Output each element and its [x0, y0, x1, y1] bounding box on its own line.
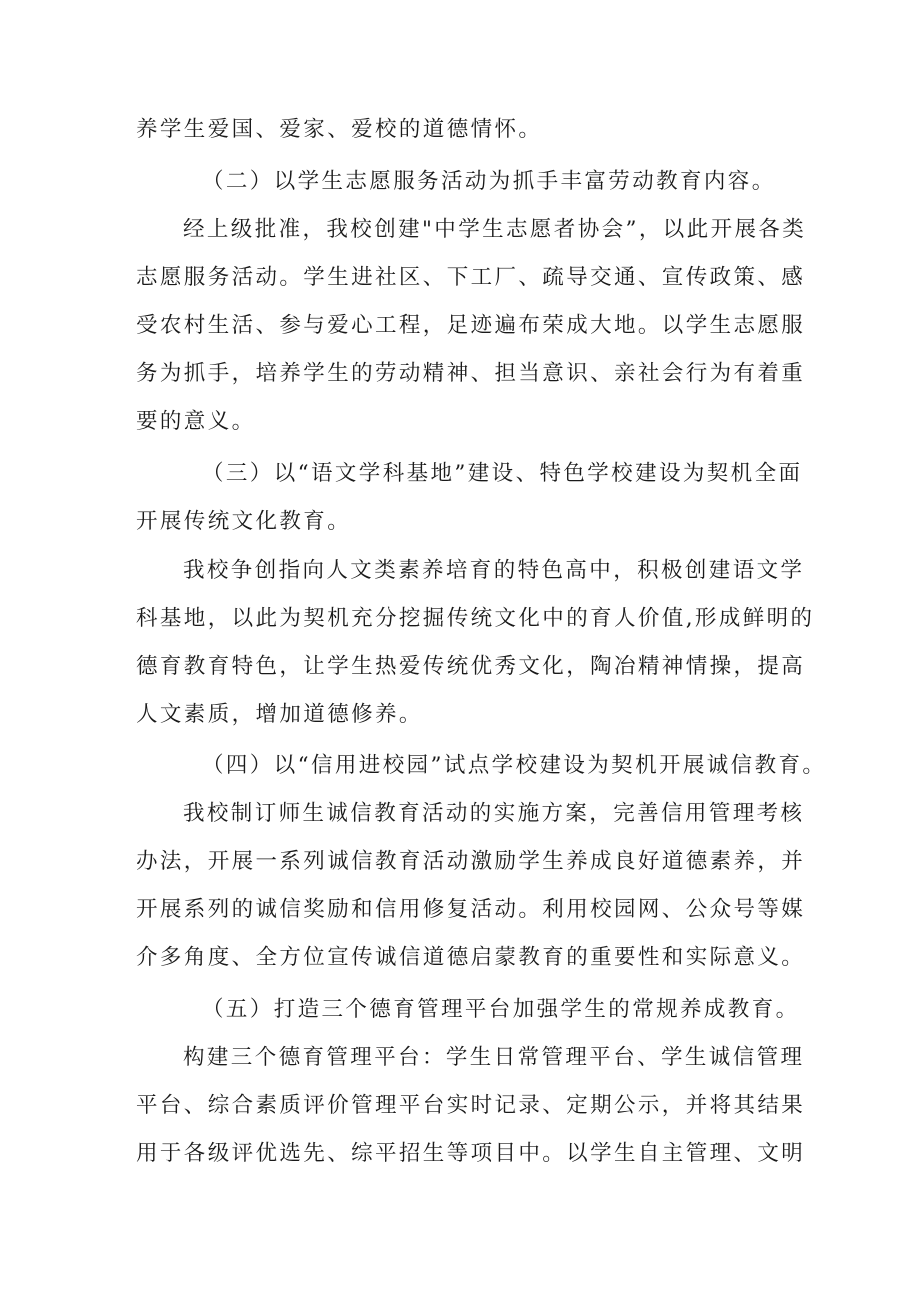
- section-heading-4: （四）以“信用进校园”试点学校建设为契机开展诚信教育。: [202, 753, 827, 778]
- text-line: 经上级批准，我校创建"中学生志愿者协会”，以此开展各类: [183, 217, 807, 242]
- text-line: 平台、综合素质评价管理平台实时记录、定期公示，并将其结果: [136, 1093, 806, 1118]
- text-line: 养学生爱国、爱家、爱校的道德情怀。: [136, 117, 543, 142]
- text-line: 用于各级评优选先、综平招生等项目中。以学生自主管理、文明: [136, 1141, 806, 1166]
- text-line: 务为抓手，培养学生的劳动精神、担当意识、亲社会行为有着重: [136, 361, 806, 386]
- text-line: 我校制订师生诚信教育活动的实施方案，完善信用管理考核: [183, 801, 805, 826]
- section-heading-2: （二）以学生志愿服务活动为抓手丰富劳动教育内容。: [202, 169, 776, 194]
- text-line: 德育教育特色，让学生热爱传统优秀文化，陶冶精神情操，提高: [136, 654, 806, 679]
- text-line: 办法，开展一系列诚信教育活动激励学生养成良好道德素养，并: [136, 849, 806, 874]
- section-heading-5: （五）打造三个德育管理平台加强学生的常规养成教育。: [202, 997, 800, 1022]
- text-line: 科基地，以此为契机充分挖掘传统文化中的育人价值,形成鲜明的: [136, 606, 815, 631]
- text-line: 构建三个德育管理平台：学生日常管理平台、学生诚信管理: [183, 1045, 805, 1070]
- text-line: 我校争创指向人文类素养培育的特色高中，积极创建语文学: [183, 558, 805, 583]
- text-line: 开展系列的诚信奖励和信用修复活动。利用校园网、公众号等媒: [136, 897, 806, 922]
- text-line: 要的意义。: [136, 409, 256, 434]
- text-line: 志愿服务活动。学生进社区、下工厂、疏导交通、宣传政策、感: [136, 265, 806, 290]
- text-line: 人文素质，增加道德修养。: [136, 702, 423, 727]
- text-line: 介多角度、全方位宣传诚信道德启蒙教育的重要性和实际意义。: [136, 945, 806, 970]
- section-heading-3-cont: 开展传统文化教育。: [136, 509, 352, 534]
- text-line: 受农村生活、参与爱心工程，足迹遍布荣成大地。以学生志愿服: [136, 313, 806, 338]
- section-heading-3: （三）以“语文学科基地”建设、特色学校建设为契机全面: [202, 461, 803, 486]
